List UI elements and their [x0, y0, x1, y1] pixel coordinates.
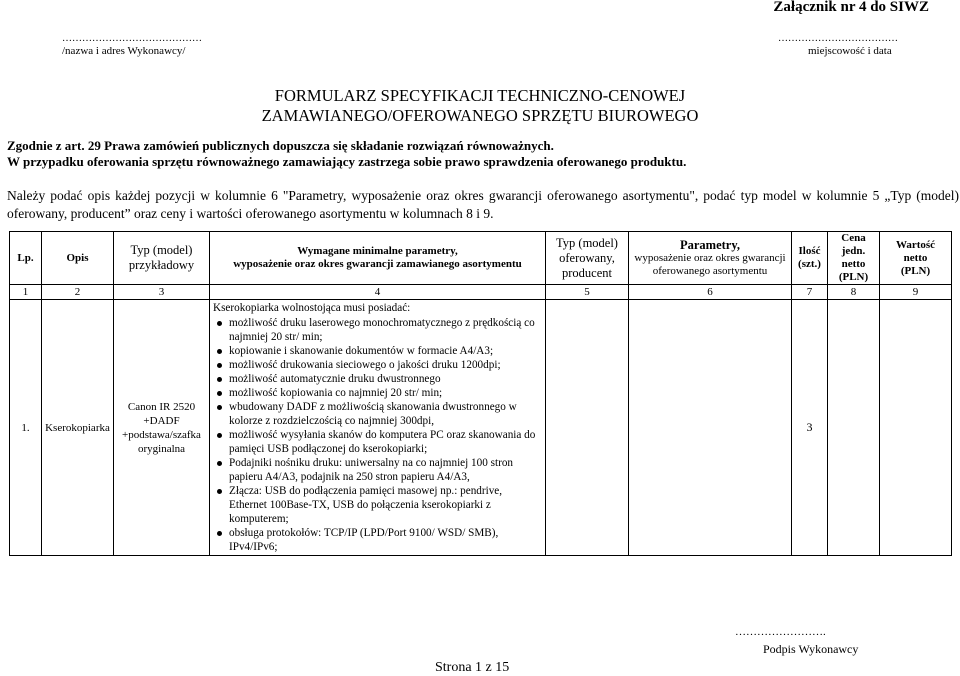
header-net-value: Wartość netto (PLN) [880, 232, 952, 285]
row-offered-model[interactable] [546, 300, 629, 556]
row-required-params [210, 300, 546, 556]
legal-note-2: W przypadku oferowania sprzętu równoważnego zamawiający zastrzega sobie prawo sprawdzenia oferowanego produktu. [7, 154, 687, 169]
bullet-icon [217, 405, 222, 410]
instruction-paragraph: Należy podać opis każdej pozycji w kolumnie 6 "Parametry, wyposażenie oraz okres gwarancji oferowanego asortymentu", podać typ model w kolumnie 5 „Typ (model) oferowany, producent” oraz ceny i wartości oferowanego asortymentu w kolumnach 8 i 9. [7, 188, 959, 221]
column-number: 9 [880, 285, 952, 300]
form-title [0, 86, 960, 126]
row-quantity: 3 [792, 300, 828, 556]
list-item: Złącza: USB do podłączenia pamięci masowej np.: pendrive, Ethernet 100Base-TX, USB do połączenia kserokopiarki z komputerem; [229, 484, 542, 526]
header-quantity: Ilość (szt.) [792, 232, 828, 285]
legal-note-1: Zgodnie z art. 29 Prawa zamówień publicznych dopuszcza się składanie rozwiązań równoważnych. [7, 138, 554, 153]
bullet-icon [217, 391, 222, 396]
annex-label: Załącznik nr 4 do SIWZ [773, 0, 929, 15]
header-opis: Opis [42, 232, 114, 285]
required-params-lead: Kserokopiarka wolnostojąca musi posiadać: [213, 302, 411, 314]
list-item: możliwość drukowania sieciowego o jakości druku 1200dpi; [229, 358, 542, 372]
list-item: Podajniki nośniku druku: uniwersalny na co najmniej 100 stron papieru A4/A3, podajnik na 250 stron papieru A4/A3, [229, 456, 542, 484]
column-number: 8 [828, 285, 880, 300]
row-example-model: Canon IR 2520 +DADF +podstawa/szafka oryginalna [114, 300, 210, 556]
list-item: możliwość automatycznie druku dwustronnego [229, 372, 542, 386]
contractor-label: /nazwa i adres Wykonawcy/ [62, 45, 186, 57]
row-lp: 1. [10, 300, 42, 556]
list-item: możliwość druku laserowego monochromatycznego z prędkością co najmniej 20 str/ min; [229, 316, 542, 344]
signature-dots: ……………………. [735, 626, 826, 638]
list-item: wbudowany DADF z możliwością skanowania dwustronnego w kolorze z rozdzielczością co najmniej 300dpi, [229, 400, 542, 428]
bullet-icon [217, 461, 222, 466]
header-lp: Lp. [10, 232, 42, 285]
bullet-icon [217, 531, 222, 536]
row-description: Kserokopiarka [42, 300, 114, 556]
form-title-line-1: FORMULARZ SPECYFIKACJI TECHNICZNO-CENOWEJ [274, 86, 686, 105]
required-params-list [213, 316, 542, 554]
column-number: 2 [42, 285, 114, 300]
place-date-dots: ……………………………… [778, 33, 898, 44]
column-number: 6 [629, 285, 792, 300]
list-item: możliwość kopiowania co najmniej 20 str/ min; [229, 386, 542, 400]
column-number-row [10, 285, 952, 300]
header-example-model: Typ (model) przykładowy [114, 232, 210, 285]
contractor-dots: …………………………………… [62, 33, 202, 44]
bullet-icon [217, 377, 222, 382]
form-title-line-2: ZAMAWIANEGO/OFEROWANEGO SPRZĘTU BIUROWEGO [261, 106, 699, 125]
bullet-icon [217, 321, 222, 326]
list-item: obsługa protokołów: TCP/IP (LPD/Port 9100/ WSD/ SMB), IPv4/IPv6; [229, 526, 542, 554]
specification-table [9, 231, 952, 556]
place-date-label: miejscowość i data [808, 45, 892, 57]
header-offered-model: Typ (model) oferowany, producent [546, 232, 629, 285]
column-number: 3 [114, 285, 210, 300]
bullet-icon [217, 433, 222, 438]
bullet-icon [217, 349, 222, 354]
header-offered-params: Parametry, wyposażenie oraz okres gwarancji oferowanego asortymentu [629, 232, 792, 285]
table-header-row [10, 232, 952, 285]
column-number: 4 [210, 285, 546, 300]
list-item: możliwość wysyłania skanów do komputera PC oraz skanowania do pamięci USB podłączonej do kserokopiarki; [229, 428, 542, 456]
legal-notes [7, 138, 686, 170]
bullet-icon [217, 363, 222, 368]
header-unit-price: Cena jedn. netto (PLN) [828, 232, 880, 285]
column-number: 5 [546, 285, 629, 300]
column-number: 1 [10, 285, 42, 300]
page-number: Strona 1 z 15 [435, 660, 510, 675]
row-offered-params[interactable] [629, 300, 792, 556]
list-item: kopiowanie i skanowanie dokumentów w formacie A4/A3; [229, 344, 542, 358]
table-row [10, 300, 952, 556]
row-net-value[interactable] [880, 300, 952, 556]
bullet-icon [217, 489, 222, 494]
signature-label: Podpis Wykonawcy [763, 642, 859, 656]
column-number: 7 [792, 285, 828, 300]
header-required-params: Wymagane minimalne parametry, wyposażenie oraz okres gwarancji zamawianego asortymentu [210, 232, 546, 285]
row-unit-price[interactable] [828, 300, 880, 556]
